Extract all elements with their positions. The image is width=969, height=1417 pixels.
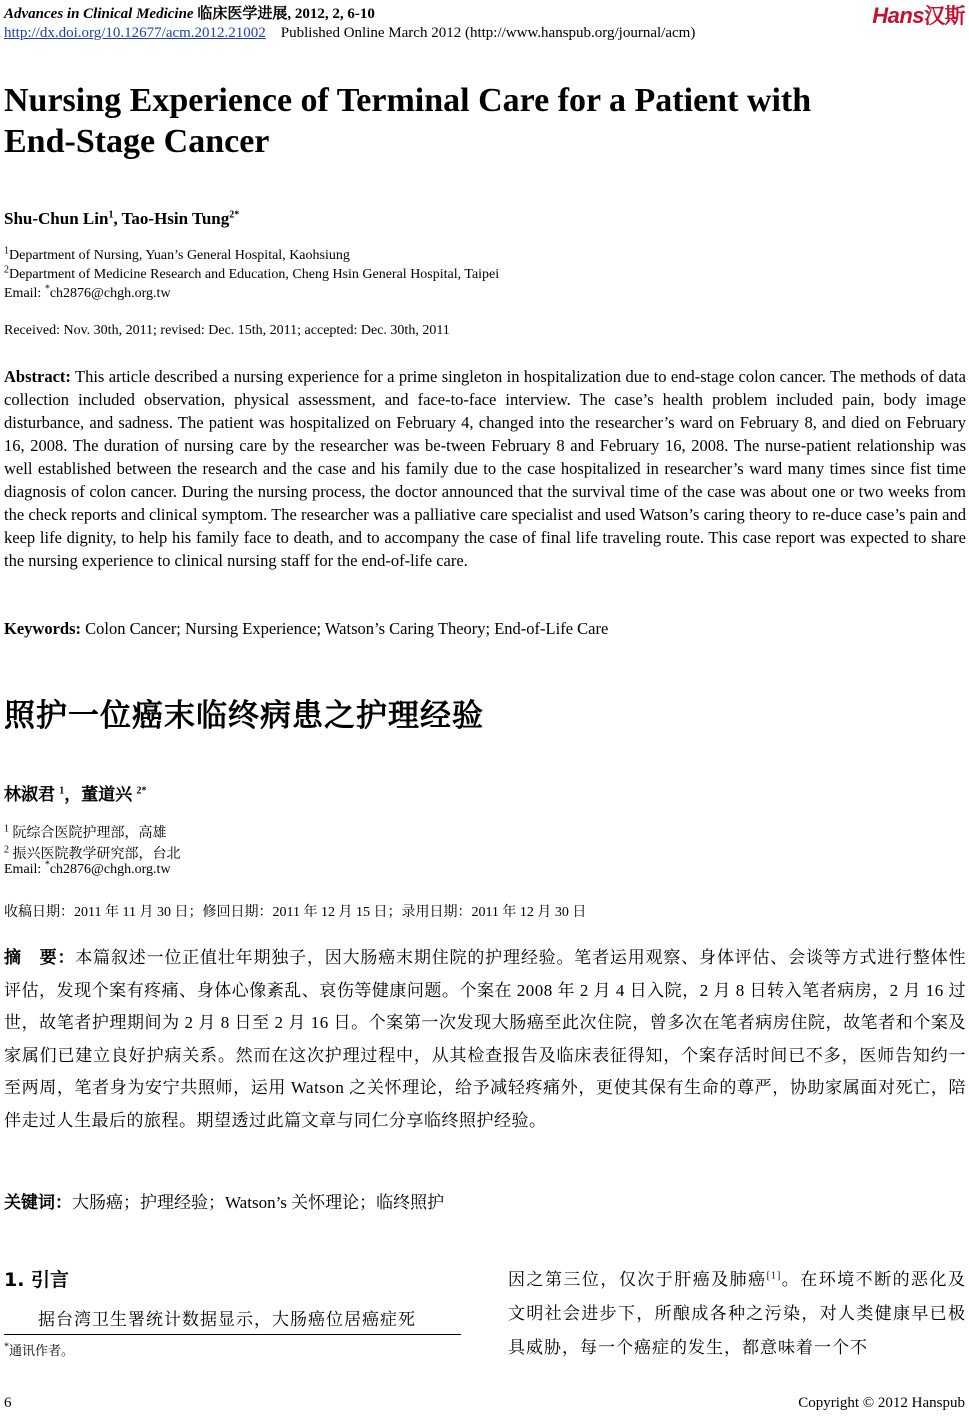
- author-2-cn-affiliation: 2*: [136, 785, 147, 797]
- author-2: Tao-Hsin Tung: [121, 209, 230, 228]
- aff-2-cn-text: 振兴医院教学研究部，台北: [12, 847, 181, 862]
- author-separator: ,: [113, 209, 122, 228]
- affiliation-1-en: [4, 245, 350, 264]
- aff-2-cn-marker: 2: [4, 844, 9, 856]
- paper-title-en: [4, 80, 934, 162]
- email-cn-label: Email:: [4, 862, 45, 877]
- aff-1-text: Department of Nursing, Yuan’s General Hospital, Kaohsiung: [9, 248, 350, 263]
- aff-1-marker: 1: [4, 245, 9, 257]
- affiliation-2-cn: [4, 843, 181, 863]
- right-col-text-b: 。在环境不断的恶化及文明社会进步下，所酿成各种之污染，对人类健康早已极具威胁，每一个癌症的发生，都意味着一个不: [508, 1270, 967, 1357]
- journal-issue: , 2012, 2, 6-10: [287, 6, 375, 22]
- authors-cn: [4, 780, 147, 805]
- author-1-cn-affiliation: 1: [59, 785, 65, 797]
- keywords-en: [4, 619, 608, 639]
- email-cn-marker: *: [44, 859, 50, 871]
- copyright: Copyright © 2012 Hanspub: [798, 1395, 965, 1411]
- email-marker: *: [44, 283, 50, 295]
- email-en: [4, 283, 171, 302]
- logo-text-cn: 汉斯: [924, 5, 965, 28]
- received-dates-cn: 收稿日期：2011 年 11 月 30 日；修回日期：2011 年 12 月 15 日；录用日期：2011 年 12 月 30 日: [4, 905, 587, 920]
- page-number: 6: [4, 1395, 12, 1411]
- authors-en: [4, 209, 239, 229]
- footnote-marker: *: [4, 1341, 9, 1353]
- body-left-column: 据台湾卫生署统计数据显示，大肠癌位居癌症死: [38, 1310, 416, 1329]
- right-col-text-a: 因之第三位，仅次于肝癌及肺癌: [508, 1270, 767, 1289]
- published-online: Published Online March 2012 (http://www.hanspub.org/journal/acm): [280, 25, 696, 41]
- author-1-cn: 林淑君: [4, 785, 55, 804]
- journal-name-cn: 临床医学进展: [197, 6, 288, 22]
- abstract-cn: [4, 942, 966, 1137]
- received-dates-en: Received: Nov. 30th, 2011; revised: Dec. 15th, 2011; accepted: Dec. 30th, 2011: [4, 323, 450, 338]
- paper-title-cn: 照护一位癌末临终病患之护理经验: [4, 698, 484, 734]
- aff-1-cn-marker: 1: [4, 823, 9, 835]
- keywords-cn-label: 关键词：: [4, 1193, 72, 1212]
- doi-line: [4, 25, 695, 42]
- author-1-affiliation: 1: [108, 209, 114, 221]
- abstract-cn-text: 本篇叙述一位正值壮年期独子，因大肠癌末期住院的护理经验。笔者运用观察、身体评估、会谈等方式进行整体性评估，发现个案有疼痛、身体心像紊乱、哀伤等健康问题。个案在 2008 年 2 月 4 日入院，2 月 8 日转入笔者病房，2 月 16 过世，故笔者护理期间为 2 月 8 日至 2 月 16 日。个案第一次发现大肠癌至此次住院，曾多次在笔者病房住院，故笔者和个案及家属们已建立良好护病关系。然而在这次护理过程中，从其检查报告及临床表征得知，个案存活时间已不多，医师告知约一至两周，笔者身为安宁共照师，运用 Watson 之关怀理论，给予减轻疼痛外，更使其保有生命的尊严，协助家属面对死亡，陪伴走过人生最后的旅程。期望透过此篇文章与同仁分享临终照护经验。: [4, 948, 967, 1130]
- aff-2-text: Department of Medicine Research and Education, Cheng Hsin General Hospital, Taipei: [9, 267, 500, 282]
- footnote: [4, 1340, 74, 1359]
- section-heading-introduction: 1. 引言: [4, 1269, 70, 1291]
- logo-text-en: Hans: [872, 3, 924, 28]
- doi-link[interactable]: http://dx.doi.org/10.12677/acm.2012.21002: [4, 25, 266, 41]
- citation-ref[interactable]: [1]: [766, 1270, 782, 1282]
- affiliation-1-cn: [4, 822, 167, 842]
- footnote-divider: [4, 1334, 461, 1335]
- keywords-cn-text: 大肠癌；护理经验；Watson’s 关怀理论；临终照护: [72, 1193, 445, 1212]
- author-1: Shu-Chun Lin: [4, 209, 109, 228]
- affiliation-2-en: [4, 264, 500, 283]
- abstract-label: Abstract:: [4, 367, 71, 386]
- body-right-column: [508, 1263, 966, 1365]
- keywords-text: Colon Cancer; Nursing Experience; Watson’s Caring Theory; End-of-Life Care: [85, 619, 609, 638]
- abstract-en: [4, 365, 966, 572]
- aff-1-cn-text: 阮综合医院护理部，高雄: [12, 826, 167, 841]
- title-line-2: End-Stage Cancer: [4, 123, 270, 160]
- author-separator-cn: ，: [64, 785, 82, 804]
- email-cn-address[interactable]: ch2876@chgh.org.tw: [49, 862, 171, 877]
- email-cn: [4, 859, 171, 878]
- footnote-text: 通讯作者。: [9, 1343, 75, 1358]
- abstract-cn-label: 摘 要：: [4, 948, 76, 967]
- aff-2-marker: 2: [4, 264, 9, 276]
- keywords-cn: [4, 1188, 444, 1213]
- email-address[interactable]: ch2876@chgh.org.tw: [49, 286, 171, 301]
- author-2-cn: 董道兴: [81, 785, 133, 804]
- author-2-affiliation: 2*: [229, 209, 240, 221]
- email-label: Email:: [4, 286, 45, 301]
- journal-name-en: Advances in Clinical Medicine: [4, 6, 194, 22]
- journal-header: [4, 2, 375, 23]
- title-line-1: Nursing Experience of Terminal Care for a Patient with: [4, 82, 812, 119]
- abstract-text: This article described a nursing experience for a prime singleton in hospitalization due to end-stage colon cancer. The methods of data collection included observation, physical assessment, and face-to-face interview. The case’s health problem included pain, body image disturbance, and sadness. The patient was hospitalized on February 4, changed into the researcher’s ward on February 8, and died on February 16, 2008. The duration of nursing care by the researcher was be-tween February 8 and February 16, 2008. The nurse-patient relationship was well established between the research and the case and his family due to the case hospitalized in researcher’s ward many times since fist time diagnosis of colon cancer. During the nursing process, the doctor announced that the survival time of the case was about one or two weeks from the check reports and clinical symptom. The researcher was a palliative care specialist and used Watson’s caring theory to re-duce case’s pain and keep life dignity, to help his family face to death, and to accompany the case of final life traveling route. This case report was expected to share the nursing experience to clinical nursing staff for the end-of-life care.: [4, 367, 966, 570]
- hans-logo: [872, 0, 965, 30]
- keywords-label: Keywords:: [4, 619, 81, 638]
